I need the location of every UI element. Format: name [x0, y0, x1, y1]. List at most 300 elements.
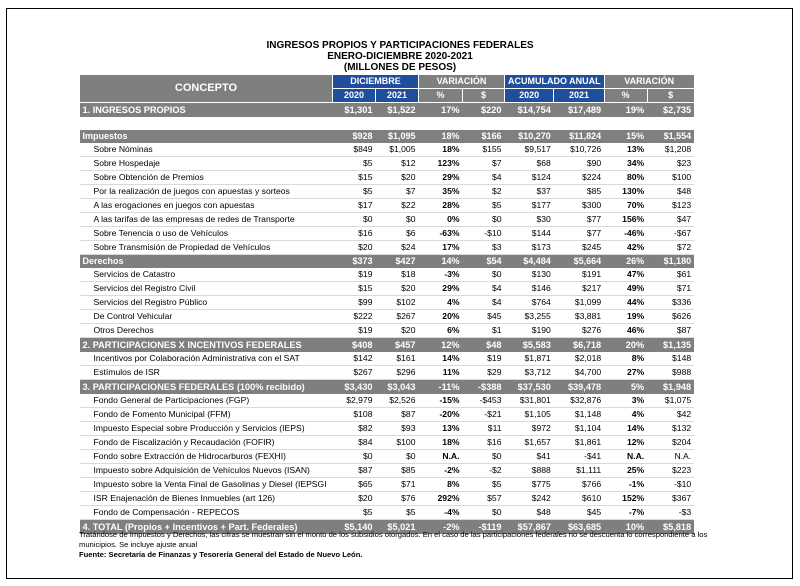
row-label: Estímulos de ISR [80, 366, 333, 380]
row-value: $0 [463, 268, 505, 282]
row-value: $4,484 [505, 255, 554, 269]
row-value: $20 [333, 241, 376, 255]
row-value: $7 [463, 157, 505, 171]
row-value: $5 [333, 506, 376, 520]
table-body [80, 103, 695, 535]
row-label: 4. TOTAL (Propios + Incentivos + Part. Federales) [80, 520, 333, 535]
row-value: $32,876 [554, 394, 604, 408]
row-value: 29% [419, 282, 463, 296]
row-value: $610 [554, 492, 604, 506]
row-value: $766 [554, 478, 604, 492]
row-value: $23 [647, 157, 694, 171]
row-value: 20% [604, 338, 647, 353]
row-value: 18% [419, 436, 463, 450]
row-value: $14,754 [505, 103, 554, 118]
row-label: Fondo de Compensación - REPECOS [80, 506, 333, 520]
row-value: 13% [604, 143, 647, 157]
row-value: $82 [333, 422, 376, 436]
row-value: $988 [647, 366, 694, 380]
footnotes [79, 530, 719, 560]
table-row [80, 464, 695, 478]
row-value: $102 [376, 296, 419, 310]
row-value: $54 [463, 255, 505, 269]
row-value: $888 [505, 464, 554, 478]
row-value: $0 [376, 213, 419, 227]
row-value: $1 [463, 324, 505, 338]
row-value: $31,801 [505, 394, 554, 408]
row-value: $296 [376, 366, 419, 380]
major-row [80, 103, 695, 118]
row-value: $1,075 [647, 394, 694, 408]
row-value: $5 [376, 506, 419, 520]
row-value: $764 [505, 296, 554, 310]
row-label: Servicios de Catastro [80, 268, 333, 282]
table-row [80, 171, 695, 185]
row-value: $100 [376, 436, 419, 450]
row-label: Impuesto sobre Adquisición de Vehículos Nuevos (ISAN) [80, 464, 333, 478]
row-value: 130% [604, 185, 647, 199]
row-value: 25% [604, 464, 647, 478]
header-pct-acum: % [604, 89, 647, 103]
row-value: $11 [463, 422, 505, 436]
row-value: $177 [505, 199, 554, 213]
row-value: 42% [604, 241, 647, 255]
row-value: -$10 [463, 227, 505, 241]
row-value: 156% [604, 213, 647, 227]
row-value: -$119 [463, 520, 505, 535]
row-label: Incentivos por Colaboración Administrativa con el SAT [80, 352, 333, 366]
row-value: $19 [333, 324, 376, 338]
table-row [80, 436, 695, 450]
row-value: $849 [333, 143, 376, 157]
row-value: 3% [604, 394, 647, 408]
table-row [80, 268, 695, 282]
row-value: $47 [647, 213, 694, 227]
row-value: $0 [463, 213, 505, 227]
row-value: -63% [419, 227, 463, 241]
row-value: -20% [419, 408, 463, 422]
row-value: 47% [604, 268, 647, 282]
table-row [80, 296, 695, 310]
row-value: $29 [463, 366, 505, 380]
row-value: $57,867 [505, 520, 554, 535]
footnote-text: Tratándose de Impuestos y Derechos, las cifras se muestran sin el monto de los subsidios otorgados. En el caso de las participaciones federales no se descuenta lo correspondiente a los municipios. Se incluye ajuste anual [79, 530, 708, 549]
row-value: $161 [376, 352, 419, 366]
row-value: 17% [419, 103, 463, 118]
spacer-cell [80, 117, 695, 130]
table-row [80, 366, 695, 380]
row-value: 18% [419, 143, 463, 157]
row-value: 20% [419, 310, 463, 324]
row-value: $87 [647, 324, 694, 338]
row-value: $3,430 [333, 380, 376, 395]
row-value: -$10 [647, 478, 694, 492]
row-label: 1. INGRESOS PROPIOS [80, 103, 333, 118]
row-value: $166 [463, 130, 505, 143]
row-value: $0 [333, 450, 376, 464]
row-value: 80% [604, 171, 647, 185]
row-value: $6,718 [554, 338, 604, 353]
row-value: $22 [376, 199, 419, 213]
row-value: 8% [604, 352, 647, 366]
row-value: $3,255 [505, 310, 554, 324]
row-value: N.A. [647, 450, 694, 464]
row-value: $4 [463, 171, 505, 185]
row-value: $68 [505, 157, 554, 171]
row-value: 35% [419, 185, 463, 199]
row-value: $336 [647, 296, 694, 310]
row-value: -3% [419, 268, 463, 282]
table-row [80, 450, 695, 464]
row-value: $1,948 [647, 380, 694, 395]
row-value: $85 [376, 464, 419, 478]
row-value: $142 [333, 352, 376, 366]
row-value: N.A. [419, 450, 463, 464]
row-value: 19% [604, 103, 647, 118]
row-value: $15 [333, 282, 376, 296]
row-value: 123% [419, 157, 463, 171]
row-label: Servicios del Registro Civil [80, 282, 333, 296]
row-value: $222 [333, 310, 376, 324]
row-label: 2. PARTICIPACIONES X INCENTIVOS FEDERALES [80, 338, 333, 353]
row-value: $155 [463, 143, 505, 157]
table-row [80, 213, 695, 227]
row-value: $17,489 [554, 103, 604, 118]
row-value: $223 [647, 464, 694, 478]
row-value: $85 [554, 185, 604, 199]
table-row [80, 185, 695, 199]
row-value: $148 [647, 352, 694, 366]
row-value: -7% [604, 506, 647, 520]
row-value: $71 [376, 478, 419, 492]
row-value: $5 [333, 185, 376, 199]
row-value: $276 [554, 324, 604, 338]
header-variacion-annual: VARIACIÓN [604, 75, 694, 89]
row-label: Sobre Transmisión de Propiedad de Vehículos [80, 241, 333, 255]
row-value: $3 [463, 241, 505, 255]
row-value: $18 [376, 268, 419, 282]
row-value: -15% [419, 394, 463, 408]
row-value: $204 [647, 436, 694, 450]
row-label: A las erogaciones en juegos con apuestas [80, 199, 333, 213]
report-units: (MILLONES DE PESOS) [343, 62, 457, 73]
row-value: $5,021 [376, 520, 419, 535]
row-value: $132 [647, 422, 694, 436]
row-value: $72 [647, 241, 694, 255]
row-value: $123 [647, 199, 694, 213]
header-concepto: CONCEPTO [80, 75, 333, 103]
header-usd-acum: $ [647, 89, 694, 103]
row-value: 14% [419, 352, 463, 366]
row-value: $61 [647, 268, 694, 282]
row-label: Impuesto Especial sobre Producción y Servicios (IEPS) [80, 422, 333, 436]
row-value: -4% [419, 506, 463, 520]
row-value: 34% [604, 157, 647, 171]
row-value: $1,180 [647, 255, 694, 269]
row-label: Otros Derechos [80, 324, 333, 338]
row-value: $242 [505, 492, 554, 506]
header-2020: 2020 [333, 89, 376, 103]
row-value: $100 [647, 171, 694, 185]
row-value: $37,530 [505, 380, 554, 395]
header-acumulado: ACUMULADO ANUAL [505, 75, 605, 89]
row-label: Fondo sobre Extracción de Hidrocarburos (FEXHI) [80, 450, 333, 464]
row-value: -11% [419, 380, 463, 395]
row-value: $87 [376, 408, 419, 422]
row-value: $45 [554, 506, 604, 520]
row-label: Sobre Hospedaje [80, 157, 333, 171]
row-value: 17% [419, 241, 463, 255]
row-value: $1,099 [554, 296, 604, 310]
row-value: $1,005 [376, 143, 419, 157]
row-value: $5,818 [647, 520, 694, 535]
report-period: ENERO-DICIEMBRE 2020-2021 [327, 51, 473, 62]
row-value: $12 [376, 157, 419, 171]
table-row [80, 310, 695, 324]
row-value: $5 [333, 157, 376, 171]
row-value: -$453 [463, 394, 505, 408]
row-value: $90 [554, 157, 604, 171]
row-value: $20 [376, 171, 419, 185]
table-row [80, 241, 695, 255]
row-value: -$41 [554, 450, 604, 464]
row-value: 152% [604, 492, 647, 506]
row-value: -$2 [463, 464, 505, 478]
row-value: $5,583 [505, 338, 554, 353]
row-value: $84 [333, 436, 376, 450]
row-value: $77 [554, 213, 604, 227]
row-value: $144 [505, 227, 554, 241]
row-label: Fondo de Fiscalización y Recaudación (FOFIR) [80, 436, 333, 450]
row-value: $130 [505, 268, 554, 282]
row-value: $146 [505, 282, 554, 296]
row-value: 10% [604, 520, 647, 535]
row-value: $4 [463, 282, 505, 296]
row-value: $1,111 [554, 464, 604, 478]
row-value: $626 [647, 310, 694, 324]
row-value: 44% [604, 296, 647, 310]
row-value: $427 [376, 255, 419, 269]
row-label: Servicios del Registro Público [80, 296, 333, 310]
row-value: $224 [554, 171, 604, 185]
table-row [80, 199, 695, 213]
row-value: $190 [505, 324, 554, 338]
row-value: $1,522 [376, 103, 419, 118]
row-value: 14% [419, 255, 463, 269]
row-value: $71 [647, 282, 694, 296]
row-value: $5,140 [333, 520, 376, 535]
row-value: -2% [419, 520, 463, 535]
row-value: $191 [554, 268, 604, 282]
row-value: 12% [419, 338, 463, 353]
table-row [80, 282, 695, 296]
header-2021-acum: 2021 [554, 89, 604, 103]
row-value: $30 [505, 213, 554, 227]
row-value: 29% [419, 171, 463, 185]
row-value: 27% [604, 366, 647, 380]
row-value: $3,881 [554, 310, 604, 324]
row-value: $1,148 [554, 408, 604, 422]
table-row [80, 478, 695, 492]
row-value: $10,726 [554, 143, 604, 157]
table-row [80, 143, 695, 157]
row-value: $10,270 [505, 130, 554, 143]
row-value: 49% [604, 282, 647, 296]
row-label: Derechos [80, 255, 333, 269]
header-pct: % [419, 89, 463, 103]
row-value: $15 [333, 171, 376, 185]
row-value: N.A. [604, 450, 647, 464]
table-row [80, 506, 695, 520]
row-label: Fondo de Fomento Municipal (FFM) [80, 408, 333, 422]
row-value: $928 [333, 130, 376, 143]
row-value: $20 [376, 324, 419, 338]
row-value: $63,685 [554, 520, 604, 535]
row-value: $2,735 [647, 103, 694, 118]
row-value: $99 [333, 296, 376, 310]
row-value: $0 [463, 506, 505, 520]
row-value: $972 [505, 422, 554, 436]
header-usd: $ [463, 89, 505, 103]
row-value: 12% [604, 436, 647, 450]
row-value: $457 [376, 338, 419, 353]
row-value: $20 [333, 492, 376, 506]
row-value: $1,871 [505, 352, 554, 366]
row-value: $45 [463, 310, 505, 324]
row-value: $5,664 [554, 255, 604, 269]
row-value: 13% [419, 422, 463, 436]
row-value: 14% [604, 422, 647, 436]
row-value: $87 [333, 464, 376, 478]
row-label: Sobre Tenencia o uso de Vehículos [80, 227, 333, 241]
row-value: $4,700 [554, 366, 604, 380]
row-value: $3,712 [505, 366, 554, 380]
row-value: $373 [333, 255, 376, 269]
row-value: $39,478 [554, 380, 604, 395]
row-value: $5 [463, 199, 505, 213]
row-value: 5% [604, 380, 647, 395]
row-label: De Control Vehicular [80, 310, 333, 324]
row-value: $48 [463, 338, 505, 353]
row-value: $1,095 [376, 130, 419, 143]
row-value: $1,657 [505, 436, 554, 450]
table-row [80, 492, 695, 506]
row-label: Fondo General de Participaciones (FGP) [80, 394, 333, 408]
row-value: $1,554 [647, 130, 694, 143]
table-row [80, 352, 695, 366]
row-value: $300 [554, 199, 604, 213]
row-value: $24 [376, 241, 419, 255]
row-value: $6 [376, 227, 419, 241]
row-value: $0 [376, 450, 419, 464]
header-2021: 2021 [376, 89, 419, 103]
row-value: $3,043 [376, 380, 419, 395]
row-value: -46% [604, 227, 647, 241]
major-row [80, 338, 695, 353]
revenue-table [79, 74, 695, 534]
table-row [80, 422, 695, 436]
row-value: 15% [604, 130, 647, 143]
row-value: $124 [505, 171, 554, 185]
row-value: 46% [604, 324, 647, 338]
row-value: $267 [376, 310, 419, 324]
header-variacion-monthly: VARIACIÓN [419, 75, 505, 89]
row-value: 8% [419, 478, 463, 492]
row-label: Impuesto sobre la Venta Final de Gasolinas y Diesel (IEPSGI [80, 478, 333, 492]
row-value: $48 [647, 185, 694, 199]
table-row [80, 227, 695, 241]
table-row [80, 324, 695, 338]
row-value: 18% [419, 130, 463, 143]
row-value: 4% [604, 408, 647, 422]
row-value: $17 [333, 199, 376, 213]
row-value: -1% [604, 478, 647, 492]
row-value: $77 [554, 227, 604, 241]
row-value: $2,526 [376, 394, 419, 408]
row-value: $7 [376, 185, 419, 199]
row-value: 28% [419, 199, 463, 213]
row-value: $76 [376, 492, 419, 506]
sub-row [80, 130, 695, 143]
row-value: 4% [419, 296, 463, 310]
row-value: $1,861 [554, 436, 604, 450]
row-label: Sobre Nóminas [80, 143, 333, 157]
row-value: 292% [419, 492, 463, 506]
row-value: $2,018 [554, 352, 604, 366]
table-row [80, 408, 695, 422]
row-value: $1,208 [647, 143, 694, 157]
row-label: Sobre Obtención de Premios [80, 171, 333, 185]
row-label: 3. PARTICIPACIONES FEDERALES (100% recibido) [80, 380, 333, 395]
row-label: Impuestos [80, 130, 333, 143]
row-value: $42 [647, 408, 694, 422]
row-value: -$388 [463, 380, 505, 395]
row-value: $1,105 [505, 408, 554, 422]
major-row [80, 380, 695, 395]
row-value: 0% [419, 213, 463, 227]
row-label: ISR Enajenación de Bienes Inmuebles (art 126) [80, 492, 333, 506]
row-value: $65 [333, 478, 376, 492]
row-value: $16 [463, 436, 505, 450]
row-value: 6% [419, 324, 463, 338]
row-value: $108 [333, 408, 376, 422]
row-value: $20 [376, 282, 419, 296]
row-value: $9,517 [505, 143, 554, 157]
source-note: Fuente: Secretaría de Finanzas y Tesorería General del Estado de Nuevo León. [79, 550, 363, 559]
row-value: $57 [463, 492, 505, 506]
report-title: INGRESOS PROPIOS Y PARTICIPACIONES FEDERALES [266, 40, 534, 51]
row-value: $0 [463, 450, 505, 464]
row-value: $267 [333, 366, 376, 380]
row-value: $1,135 [647, 338, 694, 353]
row-value: -$21 [463, 408, 505, 422]
row-value: $5 [463, 478, 505, 492]
row-value: $19 [463, 352, 505, 366]
row-value: $1,104 [554, 422, 604, 436]
sub-row [80, 255, 695, 269]
row-value: 11% [419, 366, 463, 380]
row-value: 70% [604, 199, 647, 213]
row-value: $1,301 [333, 103, 376, 118]
row-value: $16 [333, 227, 376, 241]
row-value: $19 [333, 268, 376, 282]
row-label: Por la realización de juegos con apuestas y sorteos [80, 185, 333, 199]
row-value: $367 [647, 492, 694, 506]
row-value: 19% [604, 310, 647, 324]
header-2020-acum: 2020 [505, 89, 554, 103]
row-value: $4 [463, 296, 505, 310]
header-diciembre: DICIEMBRE [333, 75, 419, 89]
